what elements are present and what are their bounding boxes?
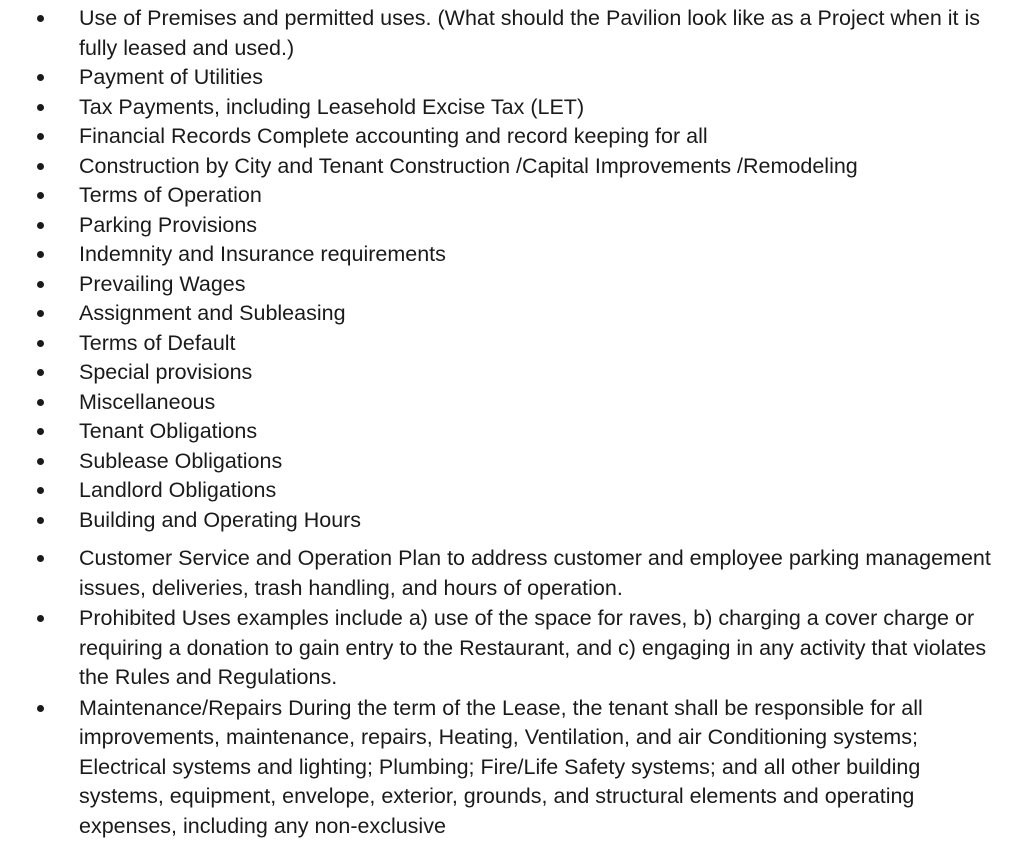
list-item-text: Parking Provisions xyxy=(79,213,257,237)
list-item xyxy=(0,93,1033,123)
list-item xyxy=(0,240,1033,270)
list-item-text: Tenant Obligations xyxy=(79,419,257,443)
list-item-text: Special provisions xyxy=(79,360,252,384)
list-item xyxy=(0,329,1033,359)
list-item xyxy=(0,388,1033,418)
list-item-text: Tax Payments, including Leasehold Excise Tax (LET) xyxy=(79,95,584,119)
bullet-dot-icon xyxy=(37,517,44,524)
list-item xyxy=(0,694,1033,841)
list-item xyxy=(0,152,1033,182)
bullet-list xyxy=(0,4,1033,841)
list-item xyxy=(0,211,1033,241)
bullet-dot-icon xyxy=(37,458,44,465)
list-item-text: Landlord Obligations xyxy=(79,478,276,502)
bullet-dot-icon xyxy=(37,615,44,622)
list-item-text: Indemnity and Insurance requirements xyxy=(79,242,446,266)
bullet-dot-icon xyxy=(37,222,44,229)
list-item xyxy=(0,506,1033,536)
list-item xyxy=(0,604,1033,693)
document-page xyxy=(0,4,1033,841)
list-item-text: Customer Service and Operation Plan to address customer and employee parking management issues, deliveries, trash handling, and hours of operation. xyxy=(79,546,991,600)
bullet-dot-icon xyxy=(37,163,44,170)
list-item-text: Prohibited Uses examples include a) use of the space for raves, b) charging a cover charge or requiring a donation to gain entry to the Restaurant, and c) engaging in any activity that violates the Rules and Regulations. xyxy=(79,606,986,689)
bullet-dot-icon xyxy=(37,705,44,712)
list-item-text: Terms of Default xyxy=(79,331,236,355)
list-item xyxy=(0,181,1033,211)
list-item-text: Use of Premises and permitted uses. (What should the Pavilion look like as a Project when it is fully leased and used.) xyxy=(79,6,980,60)
bullet-dot-icon xyxy=(37,555,44,562)
list-item-text: Maintenance/Repairs During the term of the Lease, the tenant shall be responsible for all improvements, maintenance, repairs, Heating, Ventilation, and air Conditioning systems; Electrical systems and lighting; Plumbing; Fire/Life Safety systems; and all other building systems, equipment, envelope, exterior, grounds, and structural elements and operating expenses, including any non-exclusive xyxy=(79,696,923,838)
bullet-dot-icon xyxy=(37,487,44,494)
list-item xyxy=(0,417,1033,447)
list-item-text: Miscellaneous xyxy=(79,390,215,414)
list-item-text: Assignment and Subleasing xyxy=(79,301,346,325)
bullet-dot-icon xyxy=(37,104,44,111)
list-item xyxy=(0,447,1033,477)
bullet-dot-icon xyxy=(37,74,44,81)
bullet-dot-icon xyxy=(37,281,44,288)
list-item xyxy=(0,299,1033,329)
list-item-text: Financial Records Complete accounting and record keeping for all xyxy=(79,124,708,148)
list-item xyxy=(0,358,1033,388)
list-item xyxy=(0,544,1033,603)
list-item-text: Prevailing Wages xyxy=(79,272,246,296)
list-item xyxy=(0,476,1033,506)
bullet-dot-icon xyxy=(37,15,44,22)
list-item-text: Construction by City and Tenant Construction /Capital Improvements /Remodeling xyxy=(79,154,858,178)
bullet-dot-icon xyxy=(37,369,44,376)
bullet-dot-icon xyxy=(37,251,44,258)
list-item xyxy=(0,63,1033,93)
bullet-dot-icon xyxy=(37,192,44,199)
list-item-text: Payment of Utilities xyxy=(79,65,263,89)
list-item xyxy=(0,270,1033,300)
list-item-text: Sublease Obligations xyxy=(79,449,282,473)
bullet-dot-icon xyxy=(37,310,44,317)
bullet-dot-icon xyxy=(37,133,44,140)
list-item-text: Terms of Operation xyxy=(79,183,262,207)
bullet-dot-icon xyxy=(37,340,44,347)
bullet-dot-icon xyxy=(37,428,44,435)
bullet-dot-icon xyxy=(37,399,44,406)
list-item xyxy=(0,4,1033,63)
list-item-text: Building and Operating Hours xyxy=(79,508,361,532)
list-item xyxy=(0,122,1033,152)
